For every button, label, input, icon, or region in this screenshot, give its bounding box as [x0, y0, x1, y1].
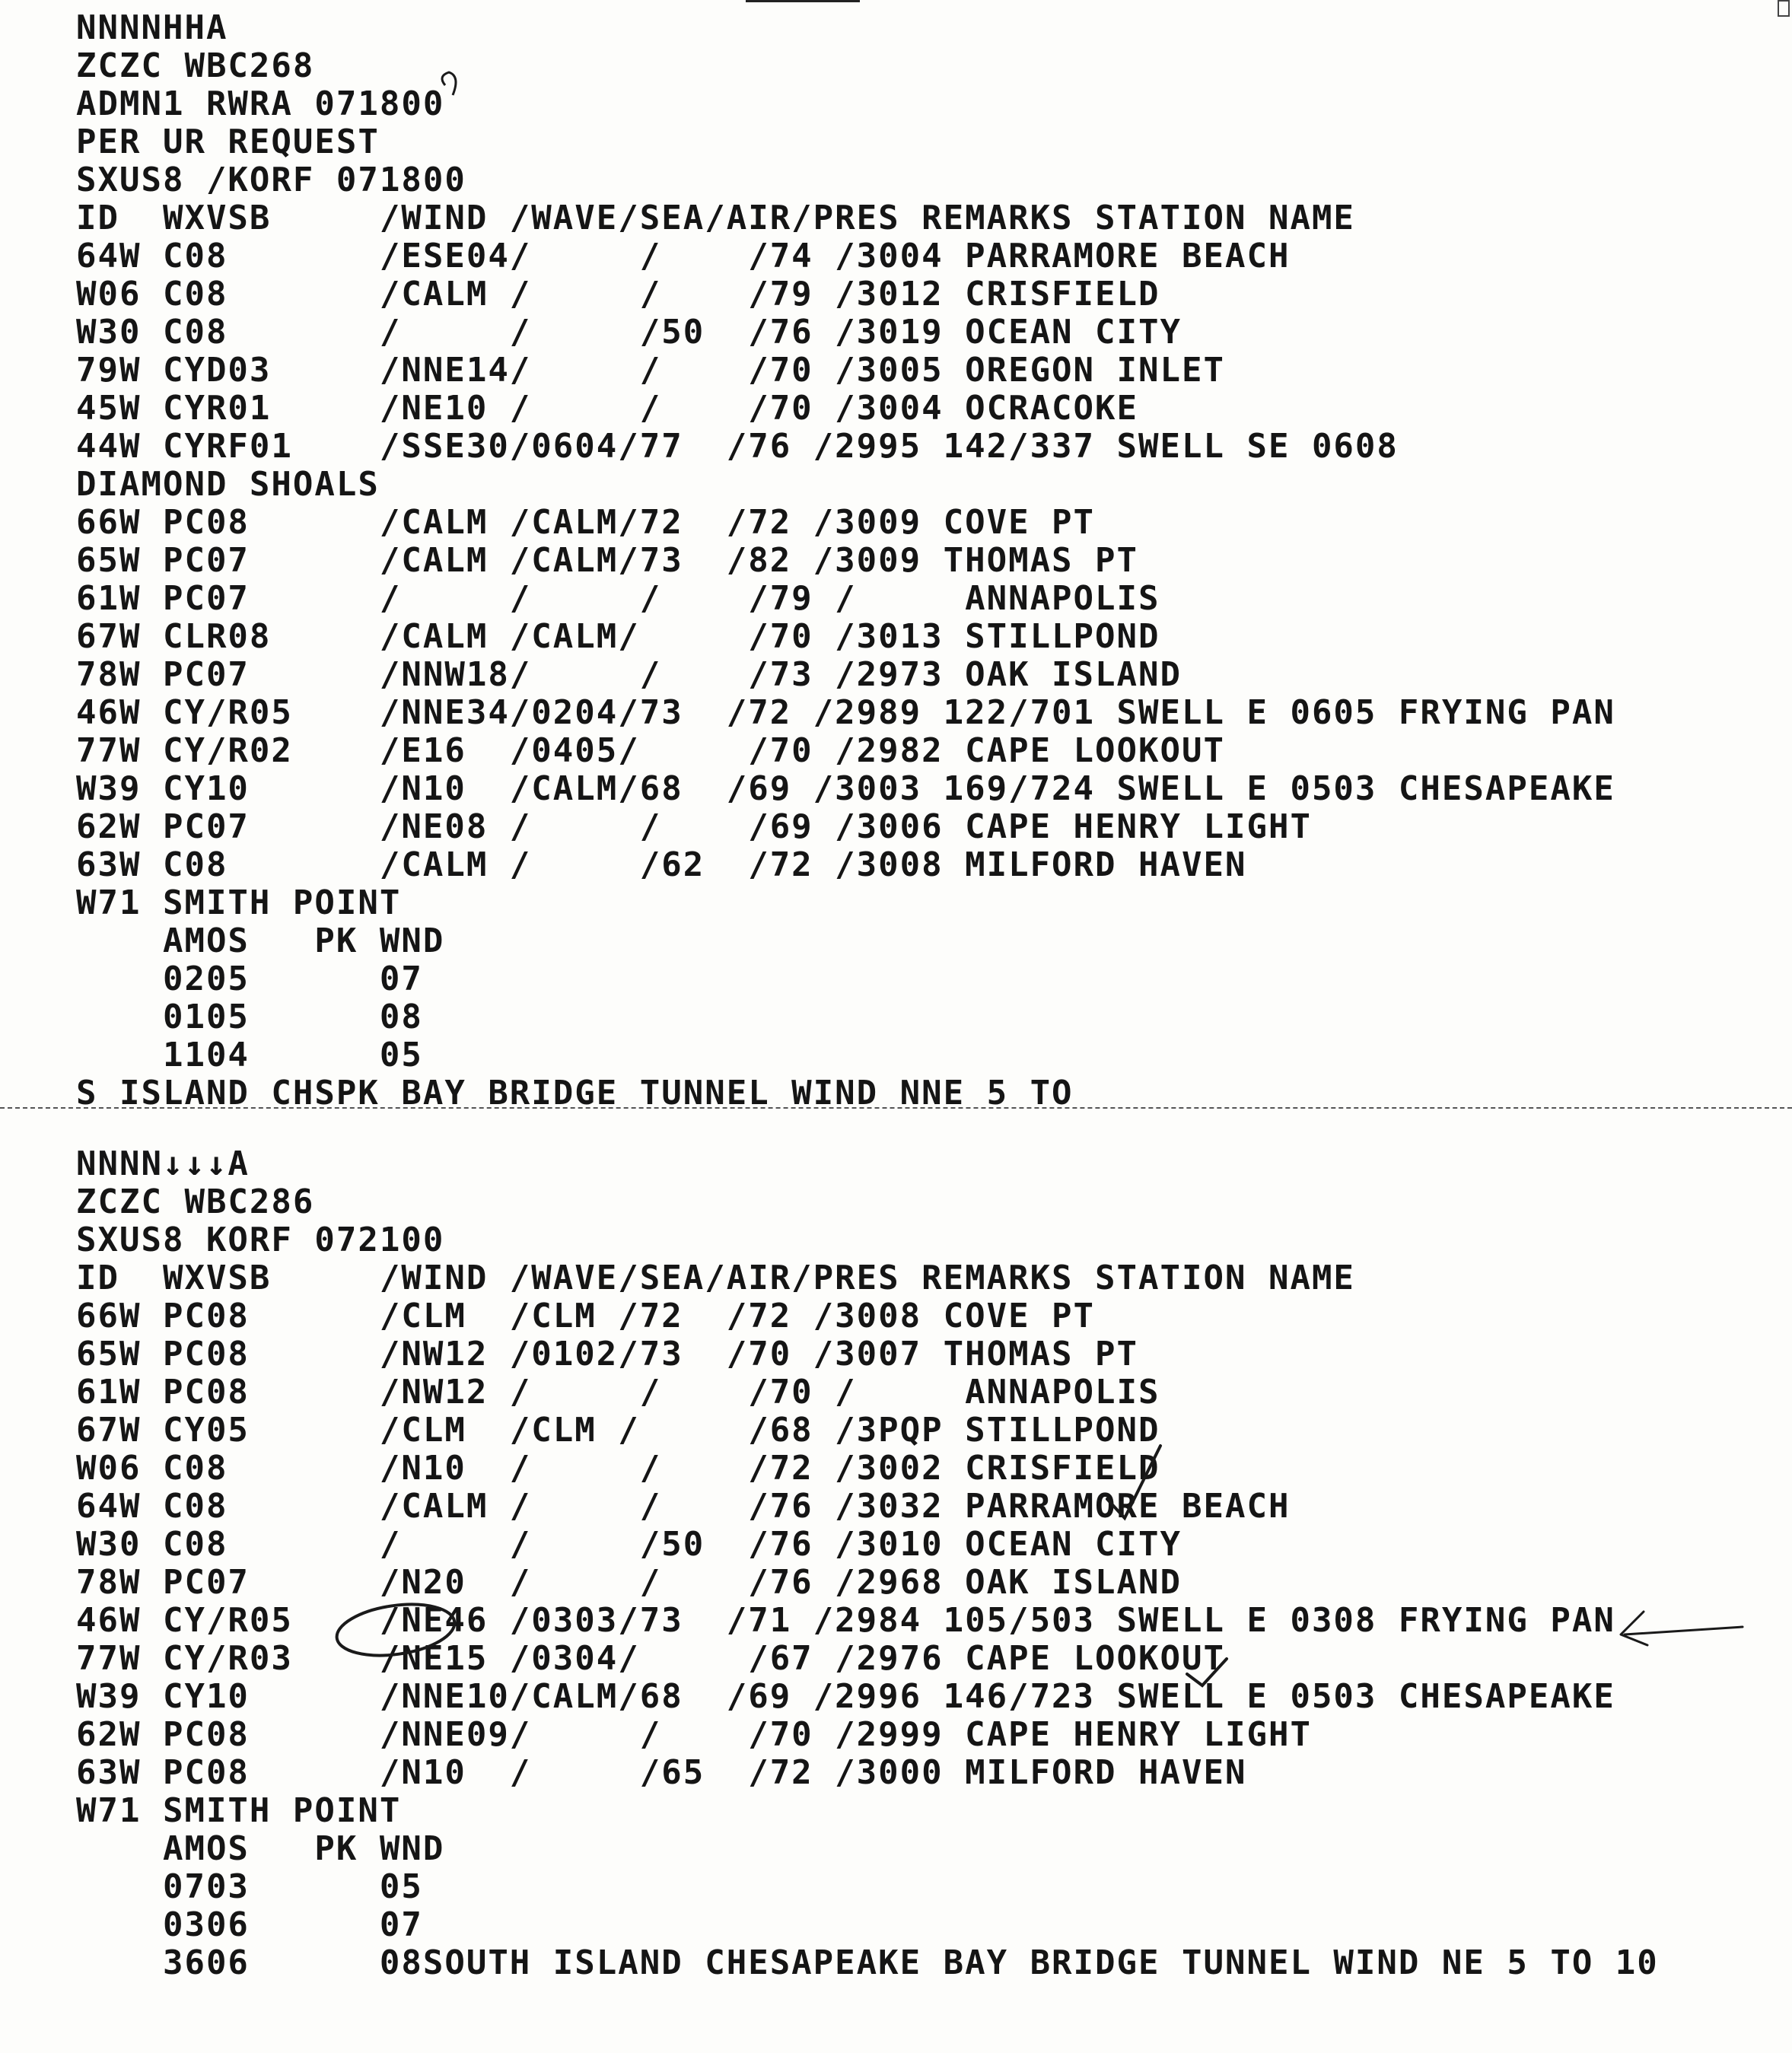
bulletin-2-line-16: 62W PC08 /NNE09/ / /70 /2999 CAPE HENRY LIGHT [76, 1715, 1312, 1754]
bulletin-2-line-15: W39 CY10 /NNE10/CALM/68 /69 /2996 146/723 SWELL E 0503 CHESAPEAKE [76, 1677, 1615, 1716]
bulletin-1-line-8: W06 C08 /CALM / / /79 /3012 CRISFIELD [76, 275, 1160, 314]
corner-mark [1778, 0, 1790, 17]
bulletin-2-line-8: 67W CY05 /CLM /CLM / /68 /3PQP STILLPOND [76, 1411, 1160, 1450]
bulletin-2-line-9: W06 C08 /N10 / / /72 /3002 CRISFIELD [76, 1449, 1160, 1488]
bulletin-1-line-5: SXUS8 /KORF 071800 [76, 161, 466, 199]
bulletin-1-line-15: 65W PC07 /CALM /CALM/73 /82 /3009 THOMAS PT [76, 541, 1139, 580]
bulletin-2-line-3: SXUS8 KORF 072100 [76, 1221, 445, 1259]
bulletin-1-line-24: W71 SMITH POINT [76, 883, 402, 922]
bulletin-2-line-4: ID WXVSB /WIND /WAVE/SEA/AIR/PRES REMARKS STATION NAME [76, 1259, 1355, 1297]
bulletin-2-line-14: 77W CY/R03 /NE15 /0304/ /67 /2976 CAPE LOOKOUT [76, 1639, 1225, 1678]
bulletin-1-line-19: 46W CY/R05 /NNE34/0204/73 /72 /2989 122/701 SWELL E 0605 FRYING PAN [76, 693, 1615, 732]
bulletin-2-line-22: 3606 08SOUTH ISLAND CHESAPEAKE BAY BRIDGE TUNNEL WIND NE 5 TO 10 [76, 1943, 1659, 1982]
bulletin-2-line-21: 0306 07 [76, 1905, 423, 1944]
bulletin-2-line-6: 65W PC08 /NW12 /0102/73 /70 /3007 THOMAS PT [76, 1335, 1139, 1373]
bulletin-2-line-11: W30 C08 / / /50 /76 /3010 OCEAN CITY [76, 1525, 1182, 1564]
bulletin-2-line-19: AMOS PK WND [76, 1829, 445, 1868]
bulletin-2-line-2: ZCZC WBC286 [76, 1182, 315, 1221]
bulletin-2-line-12: 78W PC07 /N20 / / /76 /2968 OAK ISLAND [76, 1563, 1182, 1602]
bulletin-2-line-17: 63W PC08 /N10 / /65 /72 /3000 MILFORD HAVEN [76, 1753, 1247, 1792]
bulletin-1-line-14: 66W PC08 /CALM /CALM/72 /72 /3009 COVE PT [76, 503, 1096, 542]
bulletin-1-line-3: ADMN1 RWRA 071800 [76, 84, 445, 123]
bulletin-1-line-18: 78W PC07 /NNW18/ / /73 /2973 OAK ISLAND [76, 655, 1182, 694]
top-edge-mark [746, 0, 860, 2]
bulletin-1-line-9: W30 C08 / / /50 /76 /3019 OCEAN CITY [76, 313, 1182, 352]
bulletin-2-line-13: 46W CY/R05 /NE46 /0303/73 /71 /2984 105/503 SWELL E 0308 FRYING PAN [76, 1601, 1615, 1640]
bulletin-1-line-6: ID WXVSB /WIND /WAVE/SEA/AIR/PRES REMARKS STATION NAME [76, 199, 1355, 237]
tear-line-divider [0, 1107, 1792, 1109]
bulletin-1-line-20: 77W CY/R02 /E16 /0405/ /70 /2982 CAPE LOOKOUT [76, 731, 1225, 770]
bulletin-2-line-1: NNNN↓↓↓A [76, 1144, 250, 1183]
bulletin-1-line-23: 63W C08 /CALM / /62 /72 /3008 MILFORD HAVEN [76, 845, 1247, 884]
bulletin-2-line-20: 0703 05 [76, 1867, 423, 1906]
bulletin-1-line-28: 1104 05 [76, 1036, 423, 1074]
arrow-shaft [1625, 1627, 1743, 1634]
bulletin-1-line-17: 67W CLR08 /CALM /CALM/ /70 /3013 STILLPOND [76, 617, 1160, 656]
bulletin-1-line-12: 44W CYRF01 /SSE30/0604/77 /76 /2995 142/337 SWELL SE 0608 [76, 427, 1399, 466]
bulletin-1-line-4: PER UR REQUEST [76, 123, 380, 161]
bulletin-1-line-25: AMOS PK WND [76, 921, 445, 960]
bulletin-1-line-21: W39 CY10 /N10 /CALM/68 /69 /3003 169/724 SWELL E 0503 CHESAPEAKE [76, 769, 1615, 808]
bulletin-2-line-7: 61W PC08 /NW12 / / /70 / ANNAPOLIS [76, 1373, 1160, 1412]
bulletin-1-line-10: 79W CYD03 /NNE14/ / /70 /3005 OREGON INLET [76, 351, 1225, 390]
bulletin-1-line-16: 61W PC07 / / / /79 / ANNAPOLIS [76, 579, 1160, 618]
bulletin-1-line-11: 45W CYR01 /NE10 / / /70 /3004 OCRACOKE [76, 389, 1139, 428]
bulletin-1-line-2: ZCZC WBC268 [76, 46, 315, 85]
bulletin-2-line-5: 66W PC08 /CLM /CLM /72 /72 /3008 COVE PT [76, 1297, 1096, 1335]
bulletin-1-line-29: S ISLAND CHSPK BAY BRIDGE TUNNEL WIND NNE 5 TO [76, 1074, 1074, 1112]
bulletin-1-line-27: 0105 08 [76, 998, 423, 1036]
bulletin-1-line-7: 64W C08 /ESE04/ / /74 /3004 PARRAMORE BEACH [76, 237, 1291, 275]
bulletin-1-line-26: 0205 07 [76, 960, 423, 998]
bulletin-2-line-18: W71 SMITH POINT [76, 1791, 402, 1830]
bulletin-1-line-13: DIAMOND SHOALS [76, 465, 380, 504]
bulletin-1-line-1: NNNNHHA [76, 8, 228, 47]
bulletin-1-line-22: 62W PC07 /NE08 / / /69 /3006 CAPE HENRY LIGHT [76, 807, 1312, 846]
bulletin-2-line-10: 64W C08 /CALM / / /76 /3032 PARRAMORE BEACH [76, 1487, 1291, 1526]
arrow-head-mark [1621, 1612, 1647, 1645]
